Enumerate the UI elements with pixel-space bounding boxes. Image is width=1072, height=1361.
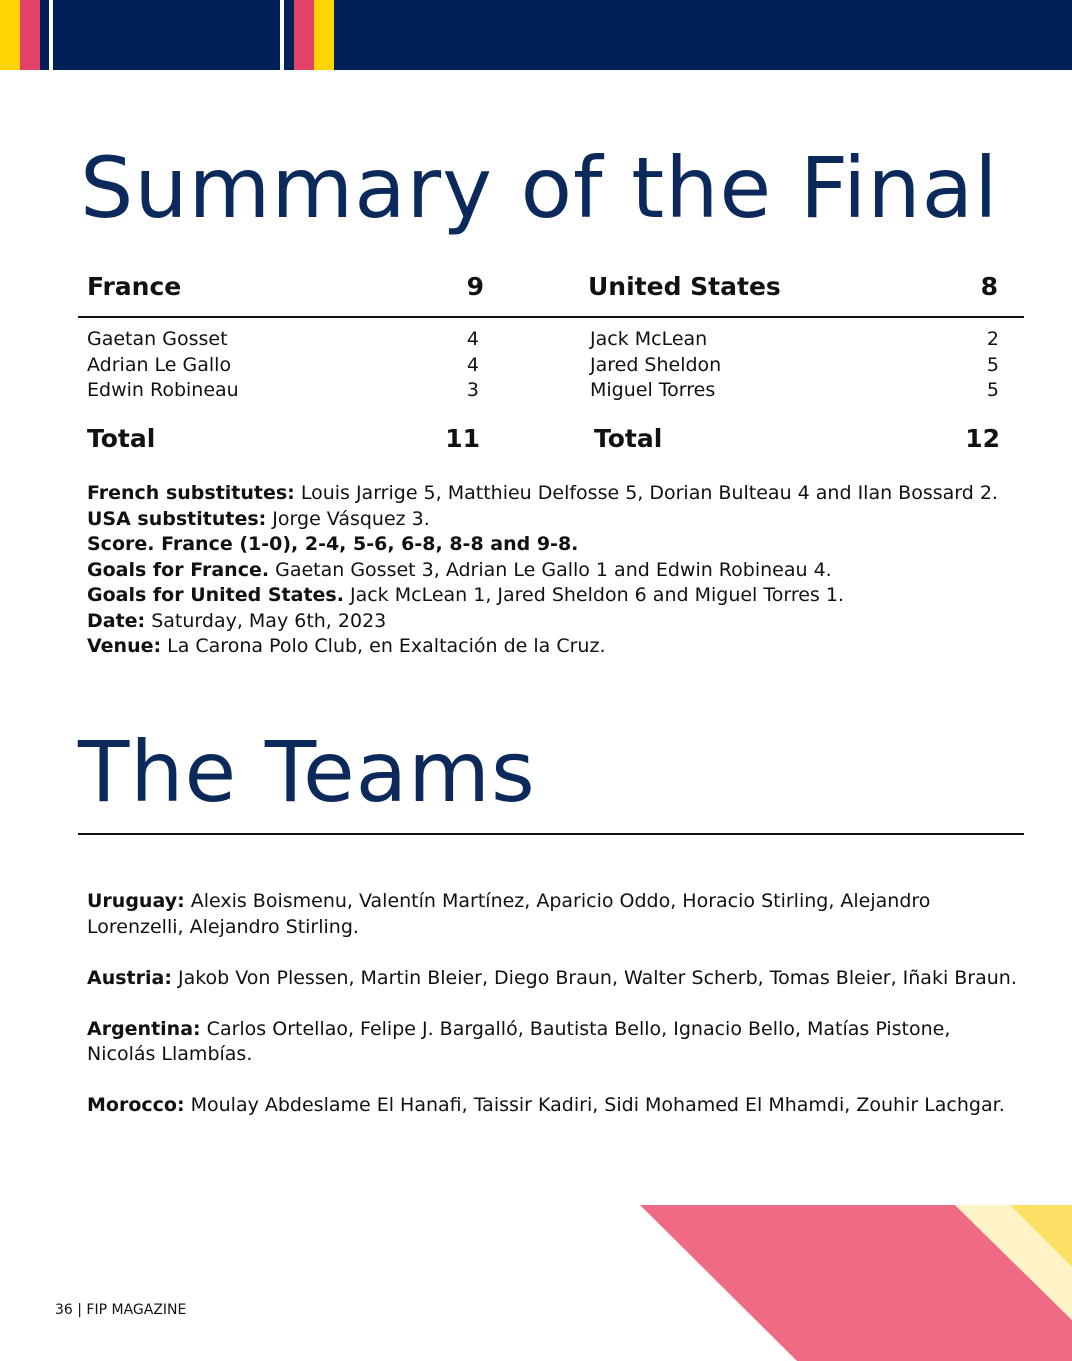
team-b-score: 8 — [980, 272, 998, 301]
team-roster-text: Moulay Abdeslame El Hanafi, Taissir Kadiri, Sidi Mohamed El Mhamdi, Zouhir Lachgar. — [184, 1094, 1005, 1116]
detail-label: Venue: — [87, 635, 162, 657]
detail-label: Score. France (1-0), 2-4, 5-6, 6-8, 8-8 and 9-8. — [87, 533, 579, 555]
detail-text: Jorge Vásquez 3. — [266, 507, 430, 530]
detail-label: Goals for France. — [87, 558, 270, 581]
team-roster-text: Carlos Ortellao, Felipe J. Bargalló, Bautista Bello, Ignacio Bello, Matías Pistone, Nicolás Llambías. — [87, 1017, 951, 1065]
team-b-player-value: 5 — [986, 379, 999, 401]
section-title-teams: The Teams — [78, 723, 536, 821]
team-roster-label: Argentina: — [87, 1017, 201, 1040]
team-b-player: Jared Sheldon — [590, 353, 722, 376]
team-a-player-value: 3 — [466, 379, 479, 401]
detail-label: Goals for United States. — [87, 584, 344, 606]
detail-text: La Carona Polo Club, en Exaltación de la Cruz. — [161, 635, 606, 657]
team-a-name: France — [87, 272, 182, 301]
team-b-name: United States — [588, 272, 781, 301]
team-a-total: 11 — [445, 424, 480, 453]
team-roster-text: Alexis Boismenu, Valentín Martínez, Aparicio Oddo, Horacio Stirling, Alejandro Lorenzelli, Alejandro Stirling. — [87, 890, 931, 938]
team-roster-text: Jakob Von Plessen, Martin Bleier, Diego Braun, Walter Scherb, Tomas Bleier, Iñaki Braun. — [171, 966, 1017, 989]
team-roster-label: Morocco: — [87, 1094, 185, 1116]
detail-label: Date: — [87, 609, 146, 632]
page-title: Summary of the Final — [80, 139, 999, 237]
team-b-total-label: Total — [594, 424, 663, 453]
detail-label: USA substitutes: — [87, 507, 267, 530]
team-roster-label: Uruguay: — [87, 890, 185, 912]
team-a-player: Gaetan Gosset — [87, 328, 228, 350]
page-footer: 36 | FIP MAGAZINE — [55, 1302, 187, 1318]
team-b-player: Jack McLean — [590, 328, 708, 350]
team-roster-label: Austria: — [87, 966, 172, 989]
team-b-player: Miguel Torres — [590, 379, 716, 401]
detail-text: Saturday, May 6th, 2023 — [145, 609, 387, 632]
detail-text: Gaetan Gosset 3, Adrian Le Gallo 1 and Edwin Robineau 4. — [269, 558, 832, 581]
team-b-player-value: 5 — [986, 353, 999, 376]
team-b-total: 12 — [965, 424, 1000, 453]
team-b-player-value: 2 — [986, 328, 999, 350]
team-a-player-value: 4 — [466, 353, 479, 376]
detail-text: Jack McLean 1, Jared Sheldon 6 and Miguel Torres 1. — [343, 584, 844, 606]
team-a-player-value: 4 — [466, 328, 479, 350]
detail-text: Louis Jarrige 5, Matthieu Delfosse 5, Dorian Bulteau 4 and Ilan Bossard 2. — [294, 482, 998, 504]
team-a-score: 9 — [466, 272, 484, 301]
team-a-player: Edwin Robineau — [87, 379, 239, 401]
detail-label: French substitutes: — [87, 482, 295, 504]
team-a-total-label: Total — [87, 424, 156, 453]
team-a-player: Adrian Le Gallo — [87, 353, 232, 376]
